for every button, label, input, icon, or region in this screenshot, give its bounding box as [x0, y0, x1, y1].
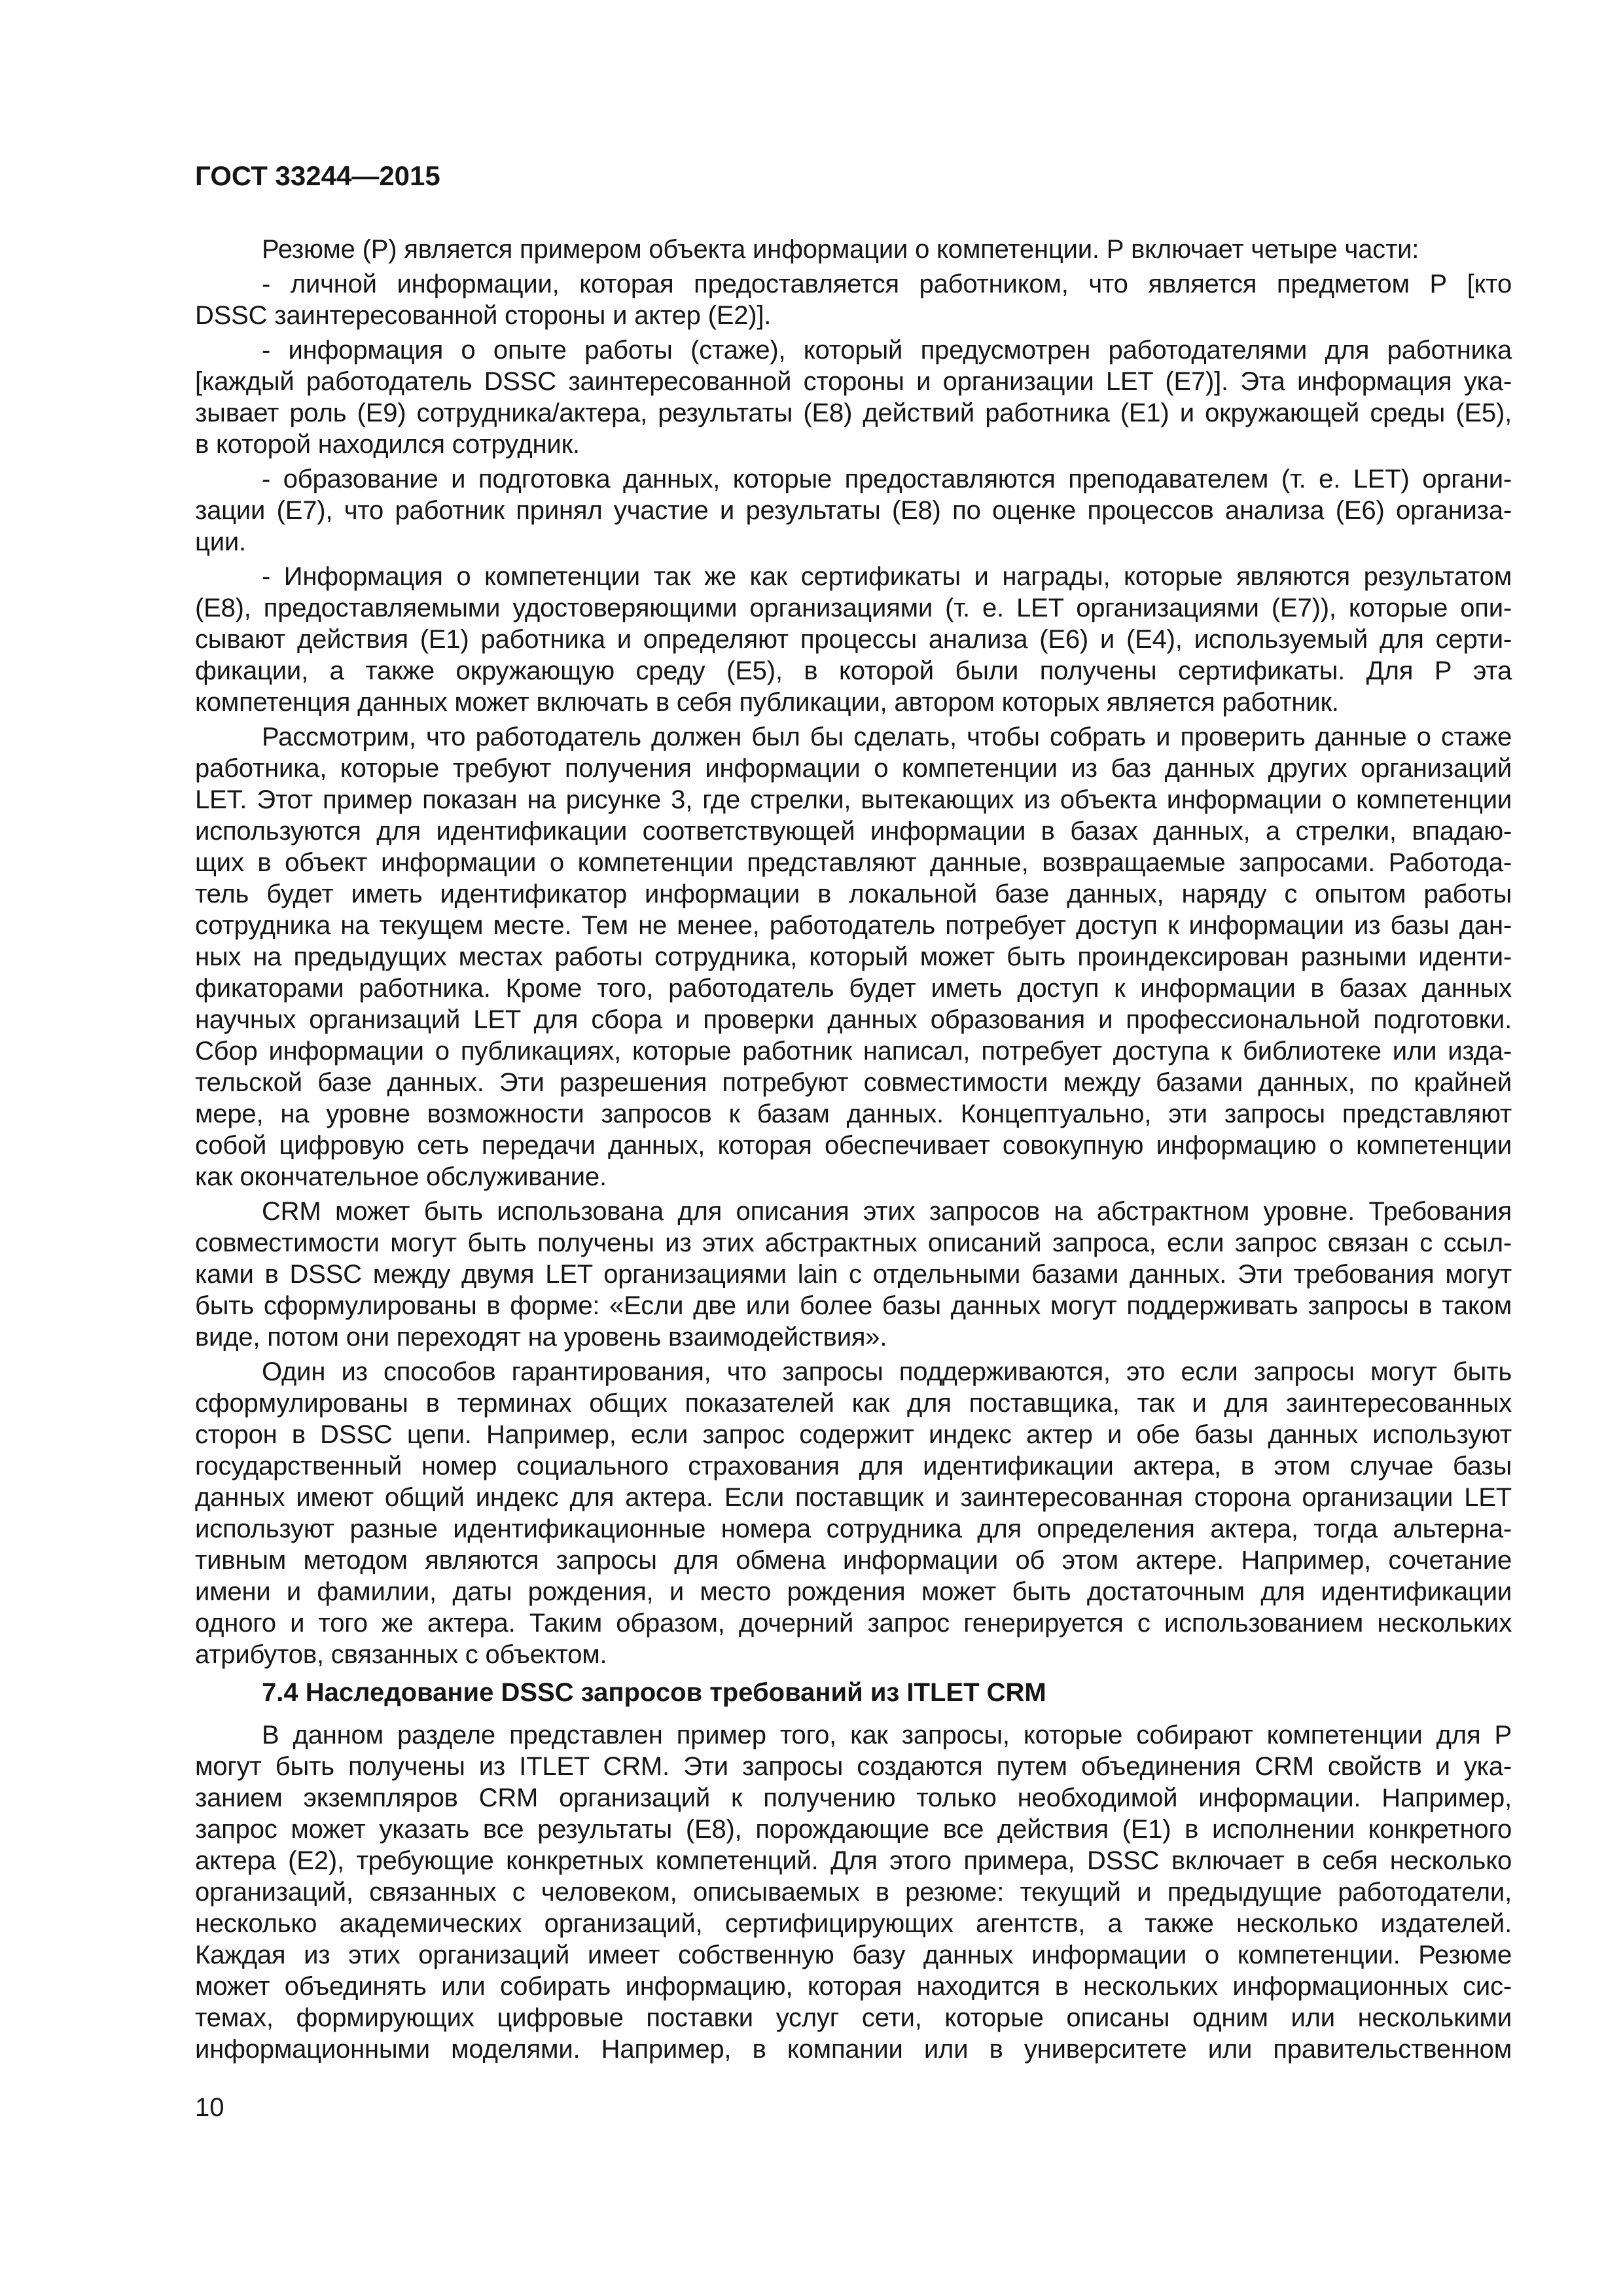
text-line: в которой находился сотрудник. [195, 430, 580, 459]
text-line: работника, которые требуют получения информации о компетенции из баз данных других организаций [195, 754, 1512, 783]
text-line: - информация о опыте работы (стаже), который предусмотрен работодателями для работника [262, 336, 1512, 365]
text-line: Резюме (Р) является примером объекта информации о компетенции. Р включает четыре части: [262, 235, 1419, 264]
text-line: В данном разделе представлен пример того, как запросы, которые собирают компетенции для Р [262, 1721, 1512, 1749]
text-line: сотрудника на текущем месте. Тем не менее, работодатель потребует доступ к информации из базы дан- [195, 911, 1512, 940]
text-line: CRM может быть использована для описания этих запросов на абстрактном уровне. Требования [262, 1197, 1512, 1226]
text-line: тельской базе данных. Эти разрешения потребуют совместимости между базами данных, по крайней [195, 1068, 1512, 1097]
text-line: тель будет иметь идентификатор информации в локальной базе данных, наряду с опытом работы [195, 880, 1512, 908]
text-line: зации (Е7), что работник принял участие и результаты (Е8) по оценке процессов анализа (Е6) организа- [195, 496, 1512, 525]
paragraph [195, 268, 1512, 331]
text-line: ных на предыдущих местах работы сотрудника, который может быть проиндексирован разными иденти- [195, 942, 1512, 971]
text-line: Каждая из этих организаций имеет собственную базу данных информации о компетенции. Резюме [195, 1941, 1512, 1969]
paragraph [195, 561, 1512, 718]
text-line: Сбор информации о публикациях, которые работник написал, потребует доступа к библиотеке или изда- [195, 1037, 1512, 1066]
paragraph [195, 334, 1512, 460]
text-line: - Информация о компетенции так же как сертификаты и награды, которые являются результатом [262, 562, 1512, 591]
text-line: занием экземпляров CRM организаций к получению только необходимой информации. Например, [195, 1784, 1512, 1812]
text-line: научных организаций LET для сбора и проверки данных образования и профессиональной подготовки. [195, 1005, 1512, 1034]
text-line: актера (Е2), требующие конкретных компетенций. Для этого примера, DSSC включает в себя несколько [195, 1846, 1512, 1875]
text-line: Один из способов гарантирования, что запросы поддерживаются, это если запросы могут быть [262, 1357, 1512, 1386]
text-line: данных имеют общий индекс для актера. Если поставщик и заинтересованная сторона организации LET [195, 1483, 1512, 1512]
text-line: может объединять или собирать информацию, которая находится в нескольких информационных сис- [195, 1972, 1512, 2001]
text-line: компетенция данных может включать в себя публикации, автором которых является работник. [195, 688, 1339, 717]
text-line: используются для идентификации соответствующей информации в базах данных, а стрелки, впадаю- [195, 817, 1512, 846]
text-line: фикаторами работника. Кроме того, работодатель будет иметь доступ к информации в базах данных [195, 974, 1512, 1003]
text-line: собой цифровую сеть передачи данных, которая обеспечивает совокупную информацию о компетенции [195, 1131, 1512, 1160]
text-line: - образование и подготовка данных, которые предоставляются преподавателем (т. е. LET) органи- [262, 465, 1512, 493]
paragraph [195, 1719, 1512, 2065]
page-content [195, 234, 1512, 2068]
text-line: [каждый работодатель DSSC заинтересованной стороны и организации LET (Е7)]. Эта информация ука- [195, 367, 1512, 396]
paragraph [195, 721, 1512, 1193]
text-line: LET. Этот пример показан на рисунке 3, где стрелки, вытекающих из объекта информации о компетенции [195, 785, 1512, 814]
text-line: - личной информации, которая предоставляется работником, что является предметом Р [кто [262, 270, 1512, 298]
text-line: запрос может указать все результаты (Е8), порождающие все действия (Е1) в исполнении конкретного [195, 1815, 1512, 1844]
text-line: тивным методом являются запросы для обмена информации об этом актере. Например, сочетание [195, 1546, 1512, 1575]
text-line: щих в объект информации о компетенции представляют данные, возвращаемые запросами. Работода- [195, 848, 1512, 877]
section-heading: 7.4 Наследование DSSC запросов требований из ITLET CRM [262, 1678, 1046, 1707]
text-line: организаций, связанных с человеком, описываемых в резюме: текущий и предыдущие работодатели, [195, 1878, 1512, 1907]
text-line: имени и фамилии, даты рождения, и место рождения может быть достаточным для идентификации [195, 1577, 1512, 1606]
text-line: ции. [195, 528, 246, 556]
text-line: зывает роль (Е9) сотрудника/актера, результаты (Е8) действий работника (Е1) и окружающей среды (Е5), [195, 399, 1512, 427]
paragraph [195, 463, 1512, 558]
text-line: мере, на уровне возможности запросов к базам данных. Концептуально, эти запросы представляют [195, 1100, 1512, 1128]
text-line: государственный номер социального страхования для идентификации актера, в этом случае базы [195, 1452, 1512, 1480]
text-line: как окончательное обслуживание. [195, 1162, 607, 1191]
text-line: сывают действия (Е1) работника и определяют процессы анализа (Е6) и (Е4), используемый для серти- [195, 625, 1512, 654]
text-line: могут быть получены из ITLET CRM. Эти запросы создаются путем объединения CRM свойств и ука- [195, 1752, 1512, 1781]
text-line: одного и того же актера. Таким образом, дочерний запрос генерируется с использованием нескольких [195, 1609, 1512, 1638]
page-number: 10 [195, 2093, 224, 2122]
text-line: атрибутов, связанных с объектом. [195, 1640, 607, 1669]
text-line: виде, потом они переходят на уровень взаимодействия». [195, 1323, 887, 1352]
text-line: сформулированы в терминах общих показателей как для поставщика, так и для заинтересованных [195, 1389, 1512, 1418]
text-line: совместимости могут быть получены из этих абстрактных описаний запроса, если запрос связан с ссыл- [195, 1229, 1512, 1257]
text-line: несколько академических организаций, сертифицирующих агентств, а также несколько издателей. [195, 1909, 1512, 1938]
paragraph [195, 1196, 1512, 1353]
document-designation: ГОСТ 33244—2015 [195, 160, 440, 191]
paragraph [195, 1356, 1512, 1670]
text-line: информационными моделями. Например, в компании или в университете или правительственном [195, 2035, 1512, 2064]
text-line: Рассмотрим, что работодатель должен был бы сделать, чтобы собрать и проверить данные о стаже [262, 723, 1512, 751]
text-line: (Е8), предоставляемыми удостоверяющими организациями (т. е. LET организациями (Е7)), которые опи- [195, 594, 1512, 622]
text-line: сторон в DSSC цепи. Например, если запрос содержит индекс актер и обе базы данных используют [195, 1420, 1512, 1449]
text-line: темах, формирующих цифровые поставки услуг сети, которые описаны одним или несколькими [195, 2003, 1512, 2032]
text-line: используют разные идентификационные номера сотрудника для определения актера, тогда альтерна- [195, 1515, 1512, 1543]
text-line: DSSC заинтересованной стороны и актер (Е2)]. [195, 301, 772, 330]
text-line: фикации, а также окружающую среду (Е5), в которой были получены сертификаты. Для Р эта [195, 656, 1512, 685]
text-line: быть сформулированы в форме: «Если две или более базы данных могут поддерживать запросы в таком [195, 1291, 1512, 1320]
paragraph [195, 234, 1512, 265]
text-line: ками в DSSC между двумя LET организациями lain с отдельными базами данных. Эти требования могут [195, 1260, 1512, 1289]
